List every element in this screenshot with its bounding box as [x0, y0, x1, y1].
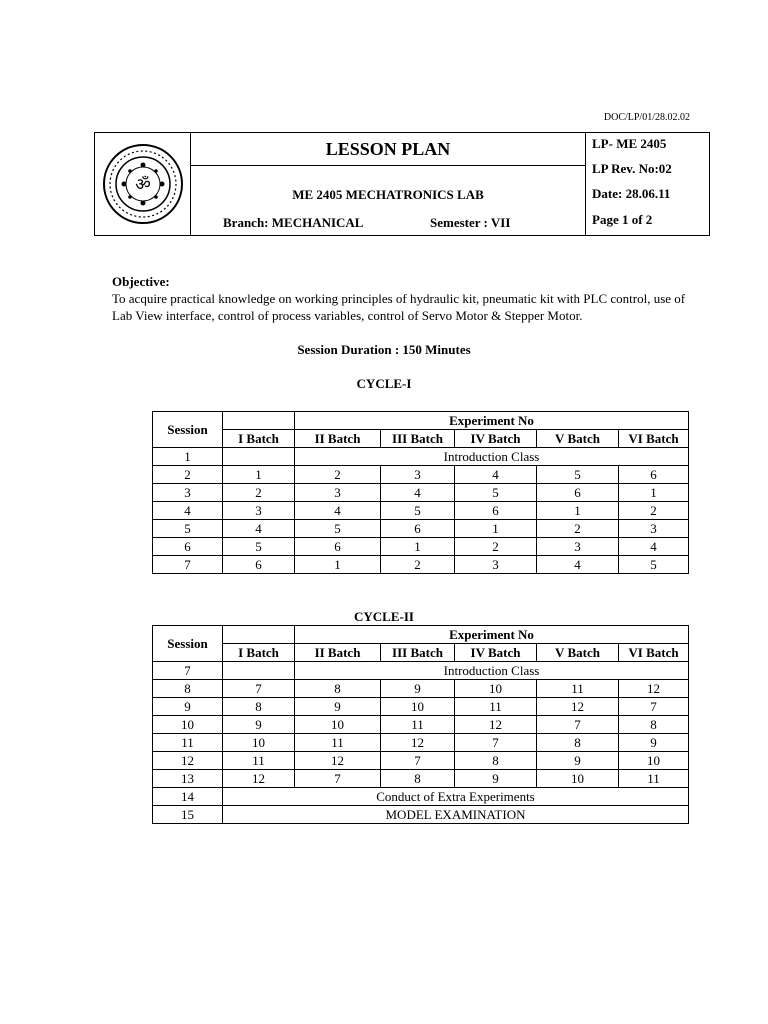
- experiment-cell: 7: [295, 770, 381, 788]
- experiment-cell: 3: [223, 502, 295, 520]
- experiment-cell: 5: [381, 502, 455, 520]
- activity-cell: Conduct of Extra Experiments: [223, 788, 689, 806]
- experiment-cell: 5: [455, 484, 537, 502]
- experiment-cell: 2: [223, 484, 295, 502]
- experiment-cell: 12: [223, 770, 295, 788]
- experiment-cell: 9: [381, 680, 455, 698]
- experiment-cell: 9: [295, 698, 381, 716]
- table-row: [153, 698, 689, 716]
- lp-code: LP- ME 2405: [592, 136, 667, 151]
- experiment-cell: 5: [295, 520, 381, 538]
- blank-header: [223, 626, 295, 644]
- table-row: [153, 734, 689, 752]
- experiment-cell: 1: [537, 502, 619, 520]
- cycle-1-title: CYCLE-I: [356, 376, 412, 391]
- experiment-cell: 6: [537, 484, 619, 502]
- objective-text: To acquire practical knowledge on working principles of hydraulic kit, pneumatic kit with PLC control, use of Lab View interface, control of process variables, control of Servo Motor & Stepper Motor.: [112, 291, 686, 323]
- experiment-cell: 6: [295, 538, 381, 556]
- table-row: [153, 466, 689, 484]
- experiment-cell: 10: [455, 680, 537, 698]
- experiment-cell: 6: [455, 502, 537, 520]
- table-row: [153, 538, 689, 556]
- experiment-cell: 8: [619, 716, 689, 734]
- experiment-cell: 11: [537, 680, 619, 698]
- objective-heading: Objective:: [112, 274, 170, 289]
- document-reference: DOC/LP/01/28.02.02: [603, 112, 690, 123]
- experiment-cell: 7: [381, 752, 455, 770]
- table-row: [153, 520, 689, 538]
- session-cell: 13: [153, 770, 223, 788]
- session-cell: 7: [153, 662, 223, 680]
- session-cell: 3: [153, 484, 223, 502]
- experiment-cell: 2: [455, 538, 537, 556]
- experiment-cell: 4: [223, 520, 295, 538]
- session-cell: 10: [153, 716, 223, 734]
- session-cell: 9: [153, 698, 223, 716]
- branch-label: Branch: MECHANICAL: [223, 215, 364, 230]
- experiment-cell: 8: [381, 770, 455, 788]
- experiment-cell: 12: [537, 698, 619, 716]
- batch-header: II Batch: [295, 430, 381, 448]
- session-cell: 14: [153, 788, 223, 806]
- experiment-cell: 3: [381, 466, 455, 484]
- course-name: ME 2405 MECHATRONICS LAB: [292, 187, 484, 202]
- table-row: [153, 716, 689, 734]
- cycle-2-title: CYCLE-II: [354, 609, 414, 624]
- blank-cell: [223, 448, 295, 466]
- blank-header: [223, 412, 295, 430]
- batch-header: IV Batch: [455, 430, 537, 448]
- page-title: LESSON PLAN: [191, 133, 585, 166]
- experiment-cell: 8: [295, 680, 381, 698]
- session-cell: 1: [153, 448, 223, 466]
- experiment-cell: 3: [455, 556, 537, 574]
- experiment-cell: 9: [223, 716, 295, 734]
- college-logo-cell: [95, 133, 191, 235]
- experiment-cell: 7: [455, 734, 537, 752]
- experiment-cell: 4: [295, 502, 381, 520]
- batch-header: V Batch: [537, 644, 619, 662]
- batch-header: III Batch: [381, 644, 455, 662]
- session-duration: Session Duration : 150 Minutes: [297, 342, 471, 357]
- cycle-2-table: [152, 625, 689, 824]
- experiment-cell: 4: [619, 538, 689, 556]
- experiment-cell: 4: [455, 466, 537, 484]
- experiment-cell: 11: [295, 734, 381, 752]
- experiment-cell: 8: [455, 752, 537, 770]
- session-cell: 2: [153, 466, 223, 484]
- table-row: [153, 770, 689, 788]
- experiment-cell: 1: [455, 520, 537, 538]
- revision-number: LP Rev. No:02: [592, 161, 672, 176]
- table-row: [153, 788, 689, 806]
- blank-cell: [223, 662, 295, 680]
- batch-header: VI Batch: [619, 644, 689, 662]
- session-cell: 8: [153, 680, 223, 698]
- table-row: [153, 806, 689, 824]
- batch-header: I Batch: [223, 644, 295, 662]
- experiment-cell: 8: [537, 734, 619, 752]
- session-cell: 12: [153, 752, 223, 770]
- svg-text:ॐ: ॐ: [134, 175, 151, 195]
- experiment-cell: 12: [381, 734, 455, 752]
- batch-header: III Batch: [381, 430, 455, 448]
- table-row: [153, 752, 689, 770]
- batch-header: II Batch: [295, 644, 381, 662]
- experiment-cell: 10: [381, 698, 455, 716]
- experiment-cell: 9: [455, 770, 537, 788]
- experiment-cell: 5: [619, 556, 689, 574]
- document-date: Date: 28.06.11: [592, 186, 671, 201]
- experiment-cell: 11: [619, 770, 689, 788]
- page-number: Page 1 of 2: [592, 212, 653, 227]
- experiment-cell: 11: [455, 698, 537, 716]
- experiment-cell: 3: [537, 538, 619, 556]
- semester-label: Semester : VII: [430, 215, 511, 230]
- experiment-cell: 2: [381, 556, 455, 574]
- activity-cell: MODEL EXAMINATION: [223, 806, 689, 824]
- batch-header: VI Batch: [619, 430, 689, 448]
- session-cell: 4: [153, 502, 223, 520]
- experiment-cell: 9: [619, 734, 689, 752]
- experiment-cell: 10: [223, 734, 295, 752]
- experiment-cell: 2: [537, 520, 619, 538]
- experiment-cell: 1: [619, 484, 689, 502]
- experiment-cell: 7: [537, 716, 619, 734]
- lesson-plan-header: [94, 132, 710, 236]
- experiment-cell: 1: [223, 466, 295, 484]
- experiment-cell: 1: [295, 556, 381, 574]
- experiment-cell: 10: [619, 752, 689, 770]
- experiment-cell: 10: [537, 770, 619, 788]
- introduction-cell: Introduction Class: [295, 662, 689, 680]
- experiment-header: Experiment No: [295, 626, 689, 644]
- experiment-cell: 10: [295, 716, 381, 734]
- session-cell: 15: [153, 806, 223, 824]
- introduction-cell: Introduction Class: [295, 448, 689, 466]
- experiment-cell: 4: [381, 484, 455, 502]
- experiment-cell: 1: [381, 538, 455, 556]
- experiment-cell: 2: [619, 502, 689, 520]
- session-cell: 7: [153, 556, 223, 574]
- batch-header: IV Batch: [455, 644, 537, 662]
- session-cell: 11: [153, 734, 223, 752]
- experiment-cell: 12: [619, 680, 689, 698]
- experiment-cell: 7: [619, 698, 689, 716]
- session-cell: 5: [153, 520, 223, 538]
- table-row: [153, 680, 689, 698]
- experiment-header: Experiment No: [295, 412, 689, 430]
- experiment-cell: 6: [381, 520, 455, 538]
- experiment-cell: 12: [295, 752, 381, 770]
- college-logo-seal: [102, 143, 184, 225]
- experiment-cell: 6: [619, 466, 689, 484]
- table-row: [153, 662, 689, 680]
- experiment-cell: 8: [223, 698, 295, 716]
- experiment-cell: 11: [381, 716, 455, 734]
- session-cell: 6: [153, 538, 223, 556]
- document-meta: [585, 133, 709, 235]
- table-row: [153, 556, 689, 574]
- experiment-cell: 9: [537, 752, 619, 770]
- cycle-1-table: [152, 411, 689, 574]
- session-header: Session: [153, 412, 223, 448]
- experiment-cell: 11: [223, 752, 295, 770]
- batch-header: I Batch: [223, 430, 295, 448]
- batch-header: V Batch: [537, 430, 619, 448]
- session-header: Session: [153, 626, 223, 662]
- experiment-cell: 3: [295, 484, 381, 502]
- experiment-cell: 5: [223, 538, 295, 556]
- experiment-cell: 5: [537, 466, 619, 484]
- experiment-cell: 6: [223, 556, 295, 574]
- experiment-cell: 12: [455, 716, 537, 734]
- table-row: [153, 484, 689, 502]
- table-row: [153, 448, 689, 466]
- experiment-cell: 4: [537, 556, 619, 574]
- experiment-cell: 3: [619, 520, 689, 538]
- table-row: [153, 502, 689, 520]
- experiment-cell: 2: [295, 466, 381, 484]
- experiment-cell: 7: [223, 680, 295, 698]
